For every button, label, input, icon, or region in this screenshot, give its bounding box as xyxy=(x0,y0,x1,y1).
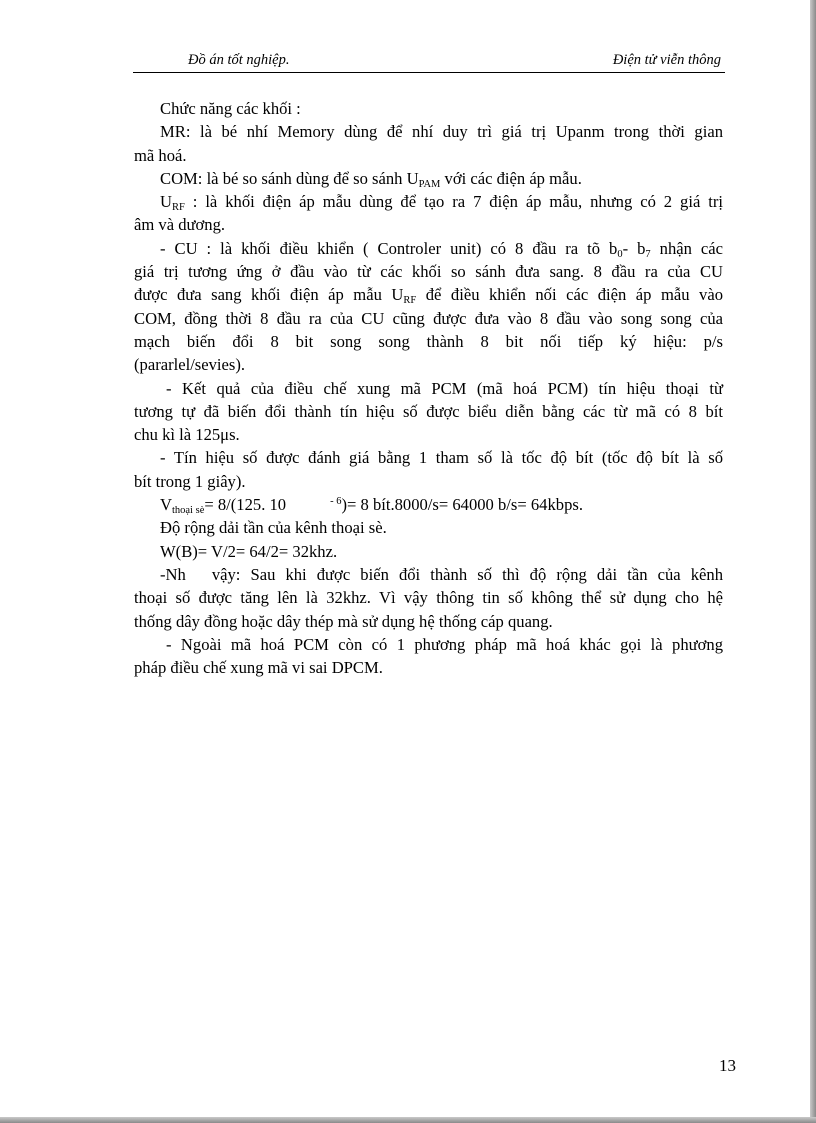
text-span: âm và dương. xyxy=(134,215,226,235)
text-span: MR: là bé nhí Memory dùng để nhí duy trì giá trị Upanm trong thời gian xyxy=(160,122,723,142)
document-body xyxy=(134,97,724,679)
text-line xyxy=(134,144,723,167)
text-span: giá trị tương ứng ở đầu vào từ các khối so sánh đưa sang. 8 đầu ra của CU xyxy=(134,262,723,282)
text-span: nhận các xyxy=(650,238,723,258)
text-span: - Ngoài mã hoá PCM còn có 1 phương pháp mã hoá khác gọi là phương xyxy=(166,634,723,654)
text-span: pháp điều chế xung mã vi sai DPCM. xyxy=(134,658,383,678)
text-span: )= 8 bít.8000/s= 64000 b/s= 64kbps. xyxy=(341,495,583,515)
text-span: - CU : là khối điều khiển ( Controler unit) có 8 đầu ra tõ b xyxy=(160,238,618,258)
text-line xyxy=(160,167,723,190)
text-span: : là khối điện áp mẫu dùng để tạo ra 7 điện áp mẫu, nhưng có 2 giá trị xyxy=(184,192,723,212)
text-span: vậy: Sau khi được biến đổi thành số thì độ rộng dải tần của kênh xyxy=(211,564,723,584)
subscript: RF xyxy=(403,295,417,307)
text-line xyxy=(160,190,723,213)
text-span: thống dây đồng hoặc dây thép mà sử dụng hệ thống cáp quang. xyxy=(134,611,553,631)
text-span: mã hoá. xyxy=(134,145,187,165)
subscript: 7 xyxy=(645,248,651,260)
text-line xyxy=(134,330,723,353)
paragraph-conclusion xyxy=(134,563,723,633)
text-span: - Tín hiệu số được đánh giá bằng 1 tham số là tốc độ bít (tốc độ bít là số xyxy=(160,448,723,468)
subscript: thoại sè xyxy=(171,505,205,517)
text-line xyxy=(134,610,723,633)
text-span: thoại số được tăng lên là 32khz. Vì vậy thông tin số không thể sử dụng cho hệ xyxy=(134,588,723,608)
text-line xyxy=(134,213,723,236)
text-line xyxy=(134,400,723,423)
text-span: được đưa sang khối điện áp mẫu U xyxy=(134,285,404,305)
text-line xyxy=(134,353,723,376)
text-line xyxy=(160,540,723,563)
text-span: bít trong 1 giây). xyxy=(134,471,246,491)
text-span: COM, đồng thời 8 đầu ra của CU cũng được đưa vào 8 đầu vào song song của xyxy=(134,308,723,328)
subscript: PAM xyxy=(418,178,441,190)
text-line xyxy=(134,446,723,469)
text-line xyxy=(160,516,723,539)
formula-bitrate xyxy=(160,493,723,516)
text-line xyxy=(134,260,723,283)
subscript: 0 xyxy=(617,248,623,260)
text-span: COM: là bé so sánh dùng để so sánh U xyxy=(160,168,419,188)
text-span: - Kết quả của điều chế xung mã PCM (mã hoá PCM) tín hiệu thoại từ xyxy=(166,378,723,398)
text-line xyxy=(160,493,723,516)
text-span: W(B)= V/2= 64/2= 32khz. xyxy=(160,541,338,561)
text-line xyxy=(134,283,723,306)
text-span: (pararlel/sevies). xyxy=(134,355,246,375)
page-number: 13 xyxy=(719,1056,736,1075)
text-span: Độ rộng dải tần của kênh thoại sè. xyxy=(160,518,387,538)
text-line xyxy=(134,423,723,446)
text-span: mạch biến đổi 8 bit song song thành 8 bit nối tiếp ký hiệu: p/s xyxy=(134,331,723,351)
text-span: chu kì là 125μs. xyxy=(134,425,240,445)
text-span: = 8/(125. 10 xyxy=(204,495,287,515)
text-line xyxy=(134,237,723,260)
text-line xyxy=(134,633,723,656)
paragraph-com xyxy=(160,167,723,190)
text-line xyxy=(134,470,723,493)
paragraph-bandwidth-heading xyxy=(160,516,723,539)
text-span: -Nh xyxy=(160,564,186,584)
text-line xyxy=(134,656,723,679)
page-edge-shadow xyxy=(810,0,816,1123)
header-title-left: Đồ án tốt nghiệp. xyxy=(188,52,290,68)
paragraph-functions-heading xyxy=(160,97,723,120)
superscript: - 6 xyxy=(330,496,342,508)
text-span: U xyxy=(160,192,172,212)
paragraph-bitrate xyxy=(134,446,723,493)
paragraph-pcm-result xyxy=(134,377,723,447)
text-span: - b xyxy=(622,238,646,258)
page-header xyxy=(133,50,725,73)
text-line xyxy=(134,307,723,330)
text-line: Chức năng các khối : xyxy=(160,99,301,118)
header-title-right: Điện tử viễn thông xyxy=(612,52,721,68)
text-line xyxy=(134,586,723,609)
text-span: tương tự đã biến đổi thành tín hiệu số được biểu diễn bằng các từ mã có 8 bít xyxy=(134,401,723,421)
text-line xyxy=(134,377,723,400)
text-span: với các điện áp mẫu. xyxy=(440,168,582,188)
page-edge-shadow-bottom xyxy=(0,1117,816,1123)
subscript: RF xyxy=(171,202,185,214)
text-line xyxy=(134,563,723,586)
paragraph-mr xyxy=(134,120,723,167)
text-line xyxy=(160,120,723,143)
paragraph-cu xyxy=(134,237,723,377)
paragraph-dpcm xyxy=(134,633,723,680)
paragraph-urf xyxy=(134,190,723,237)
text-span: V xyxy=(160,495,172,515)
formula-bandwidth xyxy=(160,540,723,563)
text-span: để điều khiển nối các điện áp mẫu vào xyxy=(416,285,724,305)
